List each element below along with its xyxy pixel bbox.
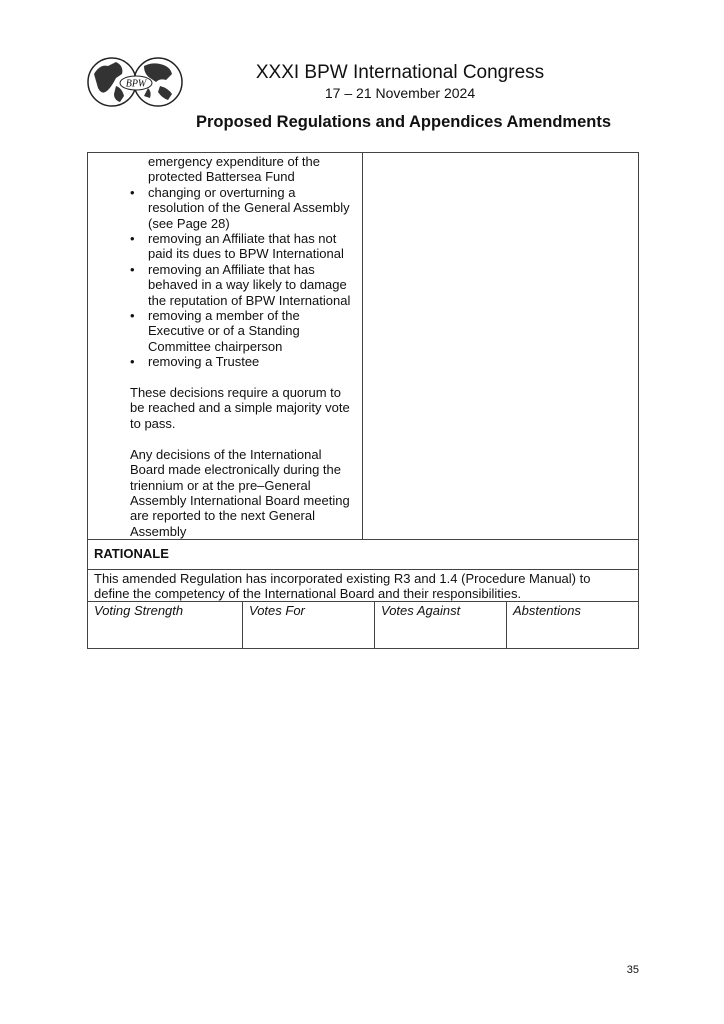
congress-dates: 17 – 21 November 2024 bbox=[324, 85, 476, 101]
votes-against-cell: Votes Against bbox=[375, 602, 507, 648]
quorum-paragraph: These decisions require a quorum to be reached and a simple majority vote to pass. bbox=[130, 385, 350, 431]
document-subtitle: Proposed Regulations and Appendices Amendments bbox=[196, 113, 612, 131]
bullet-item: • removing a member of the Executive or of a Standing Committee chairperson bbox=[130, 308, 300, 354]
regulation-text-cell bbox=[130, 154, 362, 539]
voting-row bbox=[87, 602, 639, 649]
electronic-decisions-paragraph: Any decisions of the International Board made electronically during the triennium or at the pre–General Assembly International Board meeting are reported to the next General Assembly bbox=[130, 446, 350, 539]
congress-title: XXXI BPW International Congress bbox=[255, 62, 545, 83]
votes-for-cell: Votes For bbox=[243, 602, 375, 648]
page-number: 35 bbox=[626, 964, 639, 976]
bullet-dot-icon: • bbox=[130, 261, 135, 277]
bullet-dot-icon: • bbox=[130, 354, 135, 370]
bullet-item: • removing an Affiliate that has behaved in a way likely to damage the reputation of BPW International bbox=[130, 261, 351, 308]
bullet-dot-icon: • bbox=[130, 184, 135, 200]
rationale-text: This amended Regulation has incorporated existing R3 and 1.4 (Procedure Manual) to define the competency of the International Board and their responsibilities. bbox=[87, 570, 639, 602]
voting-strength-cell: Voting Strength bbox=[88, 602, 243, 648]
logo-lettering: BPW bbox=[125, 78, 147, 90]
bullet-item: • changing or overturning a resolution of the General Assembly (see Page 28) bbox=[130, 184, 350, 231]
regulation-row bbox=[87, 152, 639, 540]
bpw-globe-logo bbox=[86, 56, 186, 108]
amendment-table bbox=[87, 152, 639, 649]
bullet-item: • removing a Trustee bbox=[130, 354, 260, 370]
continued-text: emergency expenditure of the protected Battersea Fund bbox=[148, 154, 320, 185]
bullet-item: • removing an Affiliate that has not paid its dues to BPW International bbox=[130, 231, 344, 262]
rationale-heading: RATIONALE bbox=[87, 540, 639, 570]
bullet-dot-icon: • bbox=[130, 308, 135, 324]
abstentions-cell: Abstentions bbox=[513, 603, 581, 618]
bullet-dot-icon: • bbox=[130, 231, 135, 247]
